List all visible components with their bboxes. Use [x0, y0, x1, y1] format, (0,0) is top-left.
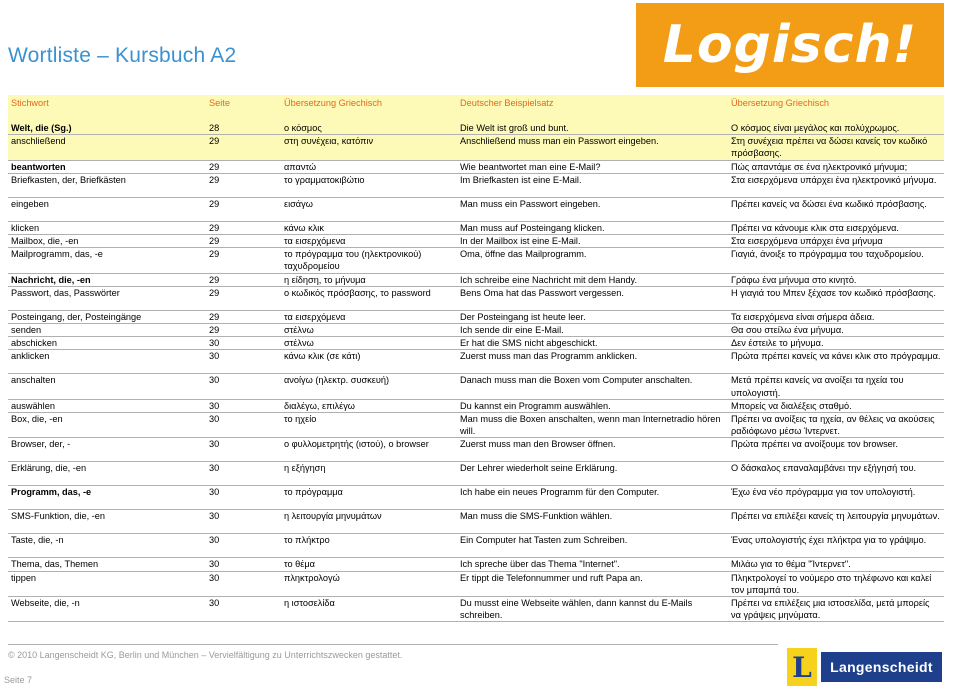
- cell-keyword: abschicken: [8, 337, 206, 350]
- publisher-name: Langenscheidt: [821, 652, 942, 682]
- table-row: [8, 160, 944, 173]
- cell-example-translation: Γιαγιά, άνοιξε το πρόγραμμα του ταχυδρομείου.: [728, 248, 944, 273]
- cell-keyword: Posteingang, der, Posteingänge: [8, 310, 206, 323]
- cell-example: Zuerst muss man den Browser öffnen.: [457, 438, 728, 462]
- table-row: [8, 235, 944, 248]
- table-row: [8, 462, 944, 486]
- cell-example-translation: Πώς απαντάμε σε ένα ηλεκτρονικό μήνυμα;: [728, 160, 944, 173]
- cell-example-translation: Μπορείς να διαλέξεις σταθμό.: [728, 399, 944, 412]
- cell-translation: ο φυλλομετρητής (ιστού), ο browser: [281, 438, 457, 462]
- cell-example: In der Mailbox ist eine E-Mail.: [457, 235, 728, 248]
- cell-example-translation: Έχω ένα νέο πρόγραμμα για τον υπολογιστή.: [728, 486, 944, 510]
- cell-keyword: Mailprogramm, das, -e: [8, 248, 206, 273]
- cell-page: 29: [206, 160, 281, 173]
- page-number: Seite 7: [4, 675, 33, 685]
- table-row: [8, 374, 944, 399]
- cell-example-translation: Μιλάω για το θέμα "Ίντερνετ".: [728, 558, 944, 571]
- cell-page: 30: [206, 597, 281, 622]
- cell-keyword: Erklärung, die, -en: [8, 462, 206, 486]
- cell-keyword: beantworten: [8, 160, 206, 173]
- table-row: [8, 350, 944, 374]
- cell-example-translation: Ο κόσμος είναι μεγάλος και πολύχρωμος.: [728, 122, 944, 135]
- cell-example-translation: Η γιαγιά του Μπεν ξέχασε τον κωδικό πρόσβασης.: [728, 286, 944, 310]
- cell-example: Du musst eine Webseite wählen, dann kannst du E-Mails schreiben.: [457, 597, 728, 622]
- cell-page: 29: [206, 248, 281, 273]
- cell-page: 29: [206, 324, 281, 337]
- cell-translation: το ηχείο: [281, 413, 457, 438]
- cell-page: 29: [206, 286, 281, 310]
- logisch-logo: [636, 3, 944, 87]
- cell-translation: η ιστοσελίδα: [281, 597, 457, 622]
- table-row: [8, 534, 944, 558]
- cell-page: 29: [206, 197, 281, 221]
- cell-example-translation: Στα εισερχόμενα υπάρχει ένα ηλεκτρονικό μήνυμα.: [728, 173, 944, 197]
- table-row: [8, 571, 944, 596]
- cell-page: 30: [206, 337, 281, 350]
- cell-example-translation: Πρέπει να ανοίξεις τα ηχεία, αν θέλεις να ακούσεις ραδιόφωνο μέσω Ίντερνετ.: [728, 413, 944, 438]
- table-row: [8, 486, 944, 510]
- cell-example-translation: Γράφω ένα μήνυμα στο κινητό.: [728, 273, 944, 286]
- cell-keyword: anklicken: [8, 350, 206, 374]
- cell-example-translation: Πρέπει κανείς να δώσει ένα κωδικό πρόσβασης.: [728, 197, 944, 221]
- cell-example-translation: Πρέπει να κάνουμε κλικ στα εισερχόμενα.: [728, 221, 944, 234]
- cell-page: 30: [206, 374, 281, 399]
- cell-keyword: senden: [8, 324, 206, 337]
- cell-translation: η εξήγηση: [281, 462, 457, 486]
- cell-example-translation: Πρώτα πρέπει να ανοίξουμε τον browser.: [728, 438, 944, 462]
- copyright-notice: © 2010 Langenscheidt KG, Berlin und München – Vervielfältigung zu Unterrichtszwecken gestattet.: [8, 650, 403, 660]
- cell-keyword: eingeben: [8, 197, 206, 221]
- header-translation: Übersetzung Griechisch: [284, 98, 383, 108]
- cell-keyword: Passwort, das, Passwörter: [8, 286, 206, 310]
- cell-example: Man muss die Boxen anschalten, wenn man Internetradio hören will.: [457, 413, 728, 438]
- cell-example: Man muss ein Passwort eingeben.: [457, 197, 728, 221]
- cell-example-translation: Πρώτα πρέπει κανείς να κάνει κλικ στο πρόγραμμα.: [728, 350, 944, 374]
- cell-keyword: Thema, das, Themen: [8, 558, 206, 571]
- cell-page: 30: [206, 462, 281, 486]
- cell-example: Die Welt ist groß und bunt.: [457, 122, 728, 135]
- cell-page: 29: [206, 173, 281, 197]
- cell-example: Bens Oma hat das Passwort vergessen.: [457, 286, 728, 310]
- cell-translation: στέλνω: [281, 337, 457, 350]
- cell-page: 30: [206, 399, 281, 412]
- cell-example: Oma, öffne das Mailprogramm.: [457, 248, 728, 273]
- cell-translation: εισάγω: [281, 197, 457, 221]
- cell-page: 30: [206, 558, 281, 571]
- cell-translation: το πλήκτρο: [281, 534, 457, 558]
- cell-page: 29: [206, 235, 281, 248]
- header-keyword: Stichwort: [11, 98, 49, 108]
- cell-translation: το πρόγραμμα: [281, 486, 457, 510]
- logo-text: Logisch!: [662, 15, 918, 75]
- cell-translation: κάνω κλικ: [281, 221, 457, 234]
- cell-page: 30: [206, 413, 281, 438]
- table-row: [8, 310, 944, 323]
- langenscheidt-mark: [787, 648, 817, 686]
- table-row: [8, 173, 944, 197]
- cell-keyword: anschalten: [8, 374, 206, 399]
- cell-example-translation: Στα εισερχόμενα υπάρχει ένα μήνυμα: [728, 235, 944, 248]
- cell-translation: κάνω κλικ (σε κάτι): [281, 350, 457, 374]
- cell-example: Anschließend muss man ein Passwort eingeben.: [457, 135, 728, 160]
- cell-translation: το γραμματοκιβώτιο: [281, 173, 457, 197]
- cell-keyword: Welt, die (Sg.): [8, 122, 206, 135]
- cell-example: Danach muss man die Boxen vom Computer anschalten.: [457, 374, 728, 399]
- table-row: [8, 399, 944, 412]
- cell-example-translation: Ο δάσκαλος επαναλαμβάνει την εξήγησή του.: [728, 462, 944, 486]
- table-row: [8, 273, 944, 286]
- cell-keyword: Mailbox, die, -en: [8, 235, 206, 248]
- cell-example: Du kannst ein Programm auswählen.: [457, 399, 728, 412]
- cell-keyword: tippen: [8, 571, 206, 596]
- cell-translation: ο κόσμος: [281, 122, 457, 135]
- cell-keyword: Browser, der, -: [8, 438, 206, 462]
- cell-page: 30: [206, 350, 281, 374]
- cell-keyword: klicken: [8, 221, 206, 234]
- table-row: [8, 324, 944, 337]
- cell-example: Man muss auf Posteingang klicken.: [457, 221, 728, 234]
- cell-translation: το θέμα: [281, 558, 457, 571]
- cell-translation: η είδηση, το μήνυμα: [281, 273, 457, 286]
- cell-keyword: Briefkasten, der, Briefkästen: [8, 173, 206, 197]
- cell-page: 30: [206, 438, 281, 462]
- cell-translation: πληκτρολογώ: [281, 571, 457, 596]
- cell-example-translation: Πρέπει να επιλέξει κανείς τη λειτουργία μηνυμάτων.: [728, 510, 944, 534]
- cell-example: Man muss die SMS-Funktion wählen.: [457, 510, 728, 534]
- table-row: [8, 510, 944, 534]
- cell-page: 28: [206, 122, 281, 135]
- cell-example: Ich habe ein neues Programm für den Computer.: [457, 486, 728, 510]
- cell-example-translation: Ένας υπολογιστής έχει πλήκτρα για το γράψιμο.: [728, 534, 944, 558]
- cell-page: 29: [206, 135, 281, 160]
- header-example-translation: Übersetzung Griechisch: [731, 98, 830, 108]
- cell-keyword: SMS-Funktion, die, -en: [8, 510, 206, 534]
- cell-example-translation: Δεν έστειλε το μήνυμα.: [728, 337, 944, 350]
- cell-example-translation: Πληκτρολογεί το νούμερο στο τηλέφωνο και καλεί τον μπαμπά του.: [728, 571, 944, 596]
- header-page: Seite: [209, 98, 230, 108]
- cell-example: Wie beantwortet man eine E-Mail?: [457, 160, 728, 173]
- cell-example: Er tippt die Telefonnummer und ruft Papa an.: [457, 571, 728, 596]
- cell-example-translation: Στη συνέχεια πρέπει να δώσει κανείς τον κωδικό πρόσβασης.: [728, 135, 944, 160]
- table-row: [8, 337, 944, 350]
- langenscheidt-logo: [787, 648, 942, 686]
- cell-translation: απαντώ: [281, 160, 457, 173]
- table-row: [8, 135, 944, 160]
- footer-divider: [8, 644, 778, 645]
- cell-example: Zuerst muss man das Programm anklicken.: [457, 350, 728, 374]
- table-row: [8, 438, 944, 462]
- table-header-row: [8, 95, 944, 122]
- table-row: [8, 122, 944, 135]
- cell-example-translation: Τα εισερχόμενα είναι σήμερα άδεια.: [728, 310, 944, 323]
- table-row: [8, 286, 944, 310]
- cell-page: 30: [206, 510, 281, 534]
- cell-page: 29: [206, 221, 281, 234]
- cell-example: Der Lehrer wiederholt seine Erklärung.: [457, 462, 728, 486]
- table-row: [8, 197, 944, 221]
- table-row: [8, 221, 944, 234]
- cell-example: Ich schreibe eine Nachricht mit dem Handy.: [457, 273, 728, 286]
- cell-keyword: auswählen: [8, 399, 206, 412]
- cell-keyword: Programm, das, -e: [8, 486, 206, 510]
- cell-example-translation: Πρέπει να επιλέξεις μια ιστοσελίδα, μετά μπορείς να γράψεις μηνύματα.: [728, 597, 944, 622]
- cell-example-translation: Μετά πρέπει κανείς να ανοίξει τα ηχεία του υπολογιστή.: [728, 374, 944, 399]
- cell-keyword: Webseite, die, -n: [8, 597, 206, 622]
- header-example: Deutscher Beispielsatz: [460, 98, 554, 108]
- vocabulary-table: [8, 95, 944, 622]
- cell-keyword: anschließend: [8, 135, 206, 160]
- cell-translation: διαλέγω, επιλέγω: [281, 399, 457, 412]
- cell-translation: τα εισερχόμενα: [281, 235, 457, 248]
- cell-page: 29: [206, 310, 281, 323]
- cell-translation: τα εισερχόμενα: [281, 310, 457, 323]
- langenscheidt-mark-letter: L: [792, 650, 812, 684]
- cell-translation: ο κωδικός πρόσβασης, το password: [281, 286, 457, 310]
- cell-translation: η λειτουργία μηνυμάτων: [281, 510, 457, 534]
- cell-page: 30: [206, 534, 281, 558]
- cell-translation: στη συνέχεια, κατόπιν: [281, 135, 457, 160]
- cell-keyword: Nachricht, die, -en: [8, 273, 206, 286]
- cell-example: Ich sende dir eine E-Mail.: [457, 324, 728, 337]
- cell-page: 30: [206, 571, 281, 596]
- cell-example: Ein Computer hat Tasten zum Schreiben.: [457, 534, 728, 558]
- cell-example: Er hat die SMS nicht abgeschickt.: [457, 337, 728, 350]
- cell-example: Im Briefkasten ist eine E-Mail.: [457, 173, 728, 197]
- cell-page: 30: [206, 486, 281, 510]
- cell-example: Ich spreche über das Thema "Internet".: [457, 558, 728, 571]
- table-row: [8, 597, 944, 622]
- cell-example-translation: Θα σου στείλω ένα μήνυμα.: [728, 324, 944, 337]
- table-row: [8, 248, 944, 273]
- cell-translation: ανοίγω (ηλεκτρ. συσκευή): [281, 374, 457, 399]
- cell-translation: το πρόγραμμα του (ηλεκτρονικού) ταχυδρομείου: [281, 248, 457, 273]
- cell-keyword: Taste, die, -n: [8, 534, 206, 558]
- table-row: [8, 413, 944, 438]
- cell-example: Der Posteingang ist heute leer.: [457, 310, 728, 323]
- cell-keyword: Box, die, -en: [8, 413, 206, 438]
- cell-translation: στέλνω: [281, 324, 457, 337]
- page-title: Wortliste – Kursbuch A2: [8, 44, 237, 67]
- cell-page: 29: [206, 273, 281, 286]
- table-row: [8, 558, 944, 571]
